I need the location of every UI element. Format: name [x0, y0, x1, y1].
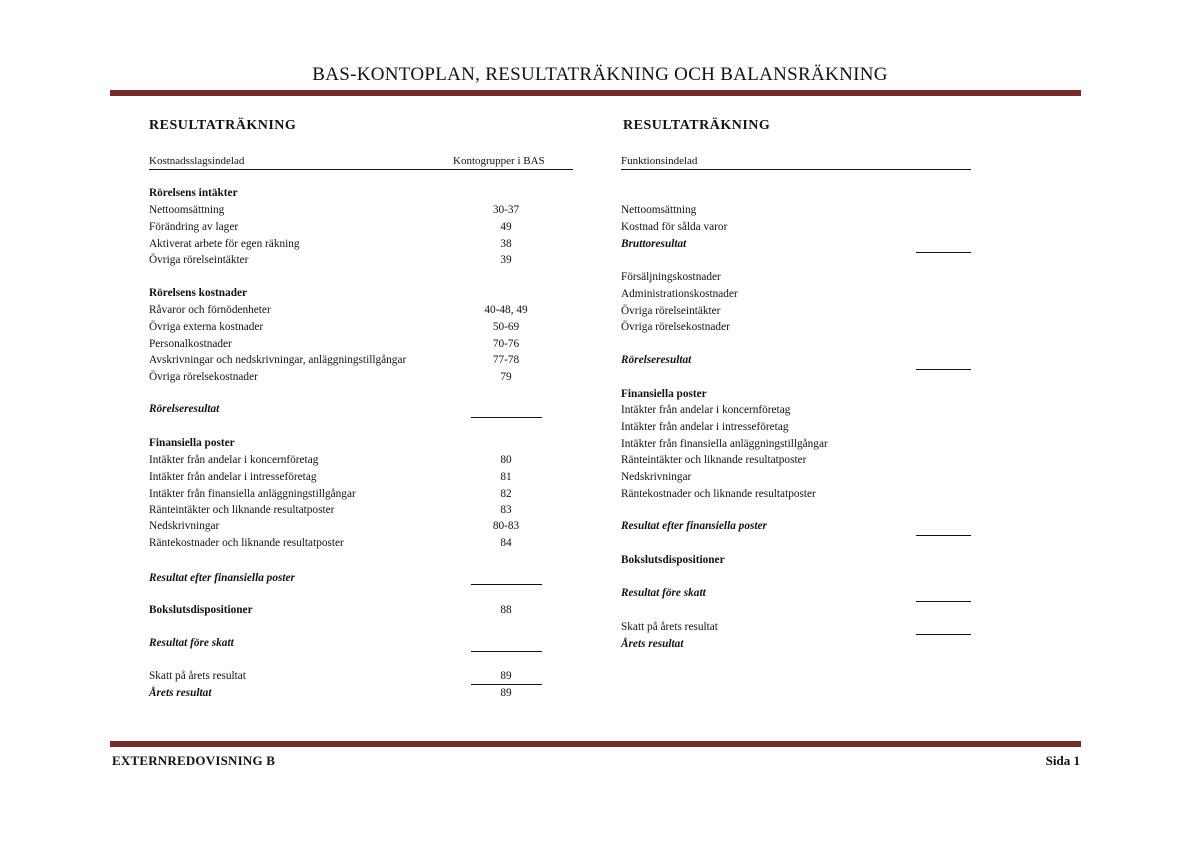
page-number: Sida 1 [1045, 753, 1080, 768]
right-row-label: Räntekostnader och liknande resultatposter [621, 488, 816, 500]
left-row-label: Förändring av lager [149, 221, 239, 233]
left-row-account-code: 83 [500, 504, 512, 516]
right-row-label: Resultat efter finansiella poster [621, 520, 767, 532]
left-row-label: Intäkter från andelar i intresseföretag [149, 471, 317, 483]
left-sum-line [471, 684, 542, 685]
right-sum-line [916, 601, 971, 602]
left-row-account-code: 77-78 [492, 354, 520, 366]
left-row-label: Rörelsens intäkter [149, 187, 238, 199]
right-row-label: Intäkter från finansiella anläggningstillgångar [621, 438, 828, 450]
right-row-label: Skatt på årets resultat [621, 621, 718, 633]
right-row-label: Bruttoresultat [621, 238, 687, 250]
left-row-label: Personalkostnader [149, 338, 232, 350]
left-row-account-code: 79 [500, 371, 512, 383]
right-row-label: Övriga rörelsekostnader [621, 321, 730, 333]
left-row-account-code: 38 [500, 238, 512, 250]
left-row-account-code: 81 [500, 471, 512, 483]
left-row-label: Rörelsens kostnader [149, 287, 248, 299]
left-row-label: Intäkter från andelar i koncernföretag [149, 454, 319, 466]
right-row-label: Intäkter från andelar i intresseföretag [621, 421, 789, 433]
left-row-label: Intäkter från finansiella anläggningstillgångar [149, 488, 356, 500]
left-row-account-code: 70-76 [492, 338, 520, 350]
left-row-label: Årets resultat [149, 687, 212, 699]
left-row-account-code: 50-69 [492, 321, 520, 333]
left-column-label: Kostnadsslagsindelad [149, 155, 245, 167]
right-row-label: Nedskrivningar [621, 471, 692, 483]
left-row-account-code: 89 [500, 687, 512, 699]
left-row-label: Nedskrivningar [149, 520, 220, 532]
right-sum-line [916, 535, 971, 536]
footer-rule [110, 741, 1081, 747]
right-sum-line [916, 252, 971, 253]
right-row-label: Bokslutsdispositioner [621, 554, 725, 566]
footer-title: EXTERNREDOVISNING B [112, 753, 276, 768]
left-row-label: Finansiella poster [149, 437, 235, 449]
right-row-label: Administrationskostnader [621, 288, 738, 300]
left-row-account-code: 82 [500, 488, 512, 500]
left-row-account-code: 89 [500, 670, 512, 682]
left-sum-line [471, 584, 542, 585]
left-row-label: Nettoomsättning [149, 204, 225, 216]
left-row-account-code: 84 [500, 537, 512, 549]
left-row-label: Ränteintäkter och liknande resultatposter [149, 504, 335, 516]
right-row-label: Nettoomsättning [621, 204, 697, 216]
left-row-label: Bokslutsdispositioner [149, 604, 253, 616]
page-title: BAS-KONTOPLAN, RESULTATRÄKNING OCH BALANSRÄKNING [312, 64, 888, 85]
right-row-label: Ränteintäkter och liknande resultatposter [621, 454, 807, 466]
left-section-heading: RESULTATRÄKNING [149, 118, 297, 133]
left-row-account-code: 88 [500, 604, 512, 616]
left-row-label: Övriga externa kostnader [149, 321, 264, 333]
left-row-label: Aktiverat arbete för egen räkning [149, 238, 300, 250]
left-sum-line [471, 417, 542, 418]
left-row-account-code: 80-83 [492, 520, 520, 532]
left-row-label: Övriga rörelsekostnader [149, 371, 258, 383]
right-row-label: Försäljningskostnader [621, 271, 721, 283]
right-section-heading: RESULTATRÄKNING [623, 118, 771, 133]
right-row-label: Intäkter från andelar i koncernföretag [621, 404, 791, 416]
header-rule [110, 90, 1081, 96]
right-row-label: Finansiella poster [621, 388, 707, 400]
left-row-label: Resultat efter finansiella poster [149, 572, 295, 584]
left-code-column-label: Kontogrupper i BAS [453, 155, 545, 167]
left-row-label: Rörelseresultat [149, 403, 220, 415]
left-row-account-code: 30-37 [492, 204, 520, 216]
left-row-account-code: 40-48, 49 [484, 304, 528, 316]
left-row-label: Skatt på årets resultat [149, 670, 246, 682]
left-row-label: Övriga rörelseintäkter [149, 254, 249, 266]
left-row-label: Avskrivningar och nedskrivningar, anläggningstillgångar [149, 354, 407, 366]
left-row-label: Räntekostnader och liknande resultatposter [149, 537, 344, 549]
left-sum-line [471, 651, 542, 652]
right-row-label: Resultat före skatt [621, 587, 706, 599]
right-row-label: Rörelseresultat [621, 354, 692, 366]
right-header-line [621, 169, 971, 170]
right-sum-line [916, 634, 971, 635]
left-row-label: Resultat före skatt [149, 637, 234, 649]
left-row-account-code: 39 [500, 254, 512, 266]
left-row-label: Råvaror och förnödenheter [149, 304, 271, 316]
right-row-label: Kostnad för sålda varor [621, 221, 728, 233]
right-row-label: Övriga rörelseintäkter [621, 305, 721, 317]
right-sum-line [916, 369, 971, 370]
right-column-label: Funktionsindelad [621, 155, 698, 167]
left-header-line [149, 169, 573, 170]
left-row-account-code: 80 [500, 454, 512, 466]
right-row-label: Årets resultat [621, 638, 684, 650]
left-row-account-code: 49 [500, 221, 512, 233]
